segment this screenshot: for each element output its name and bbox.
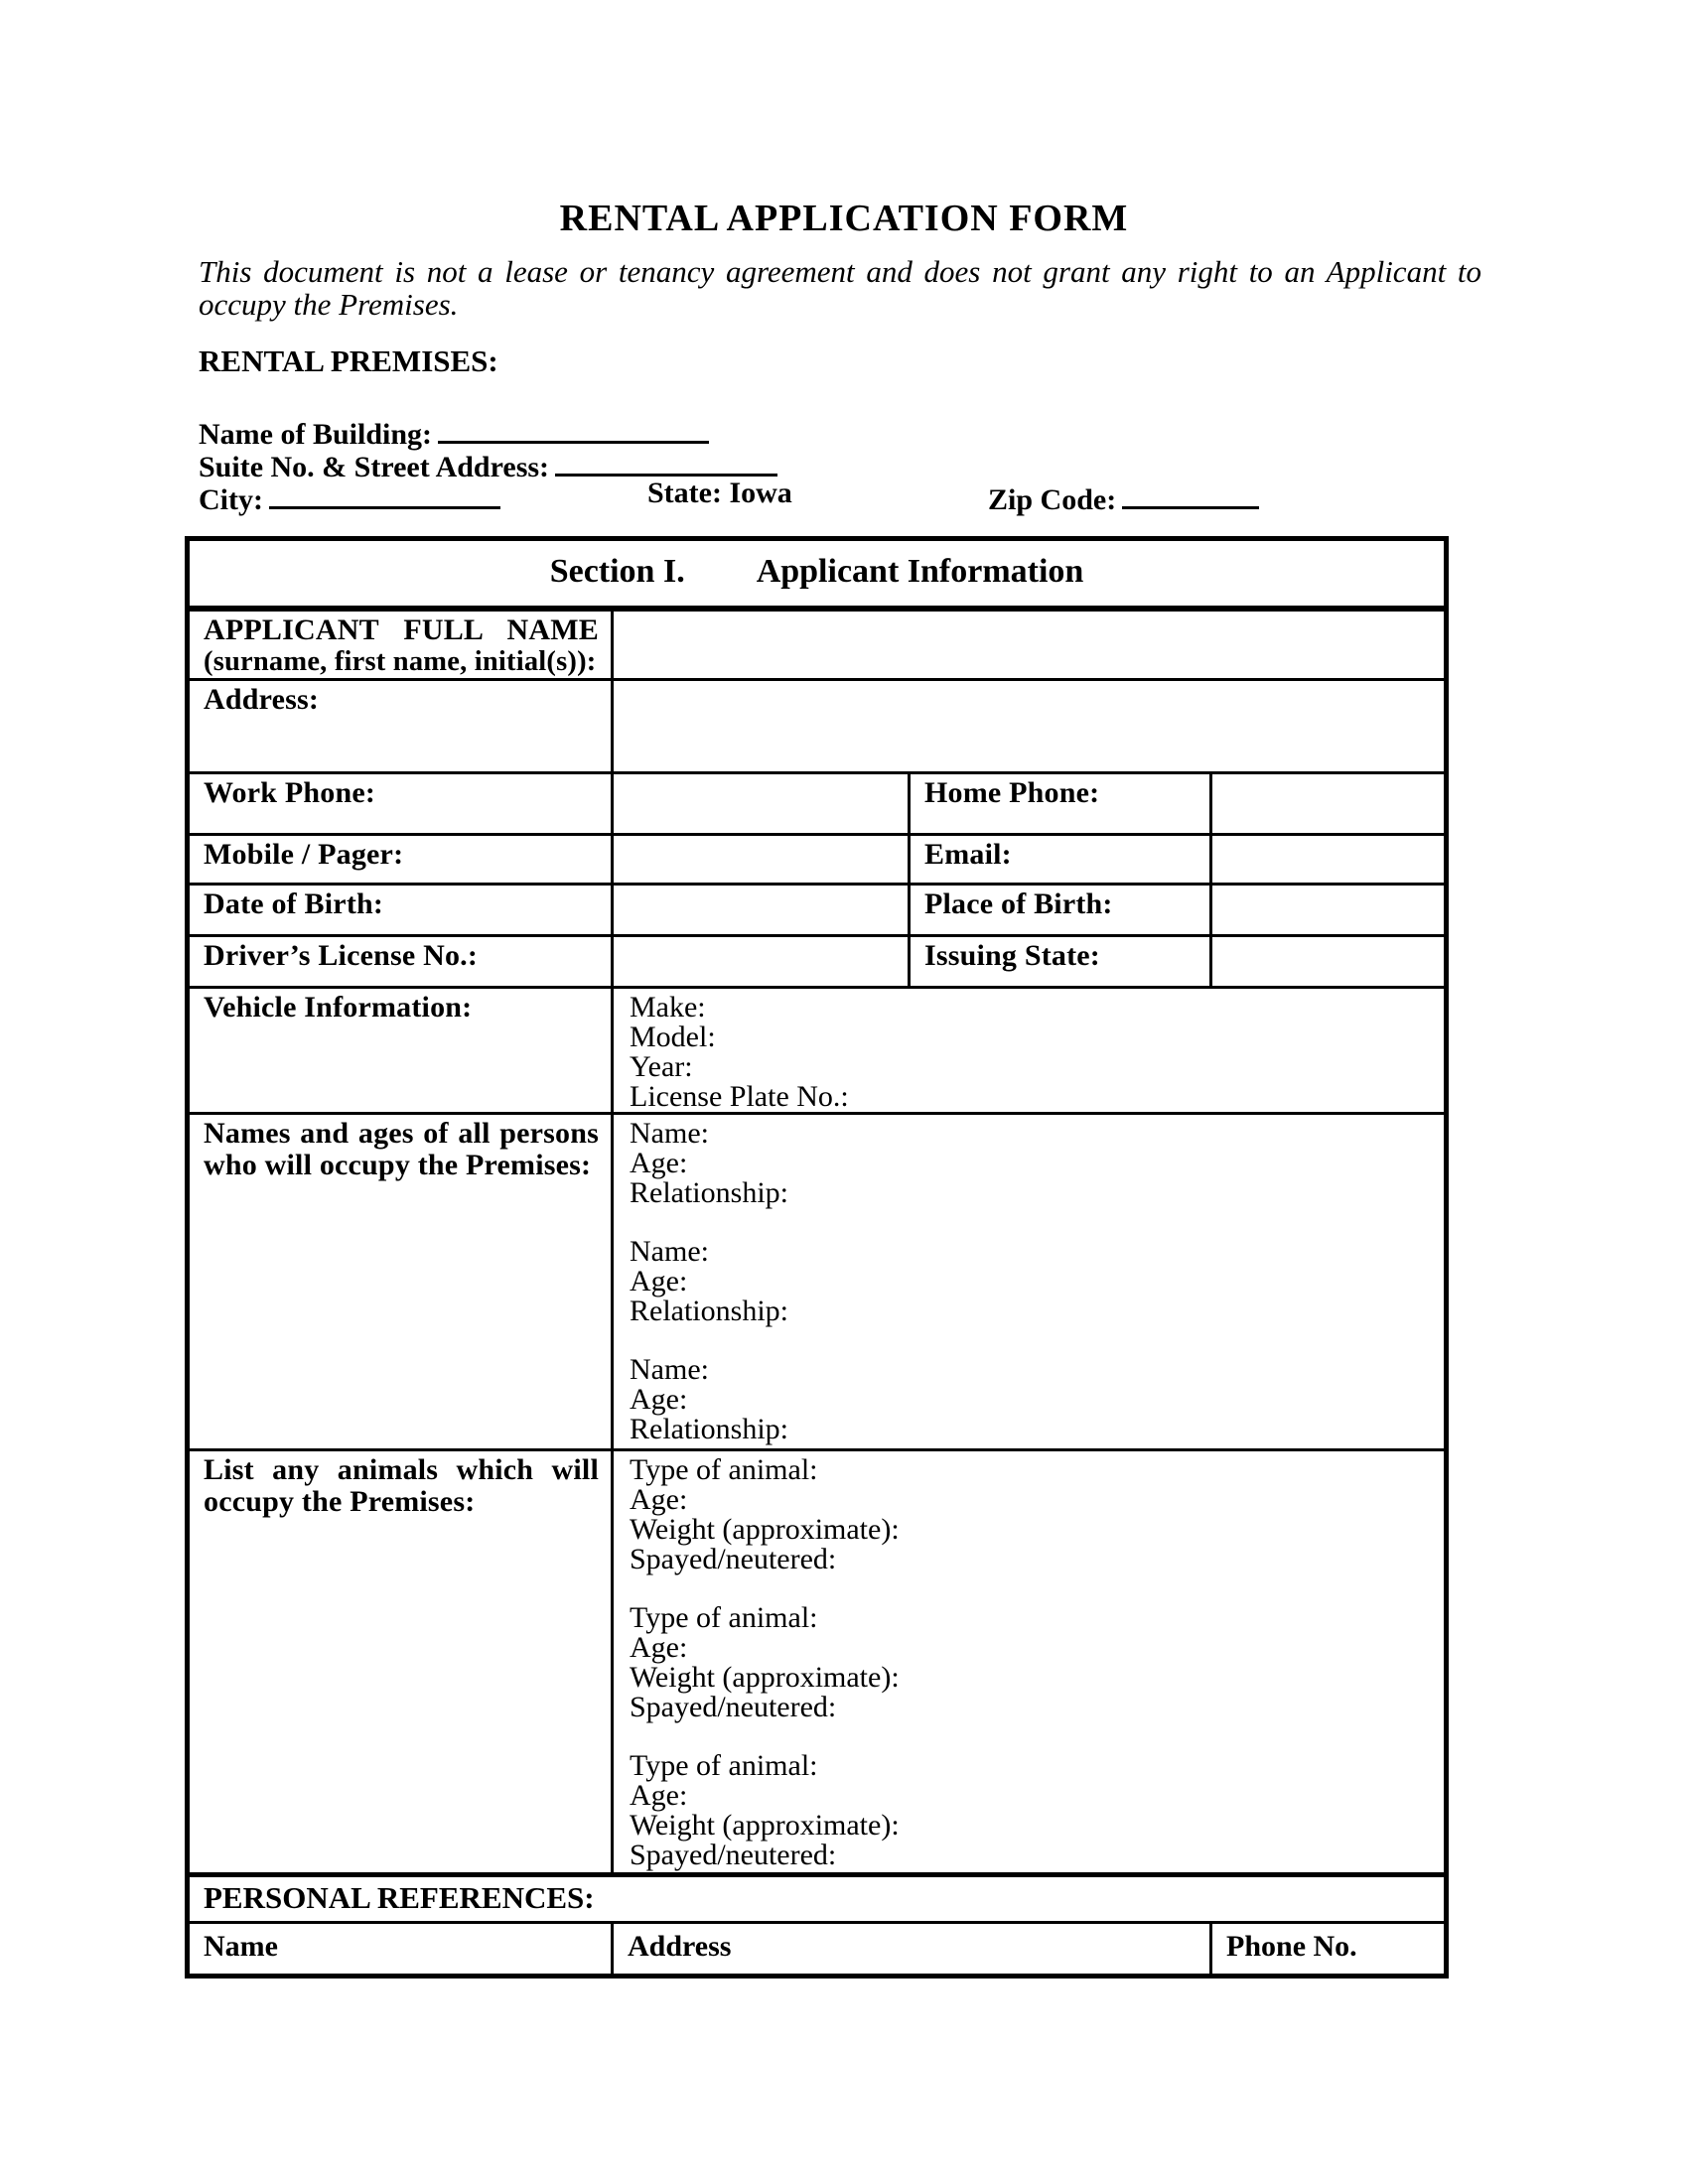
dob-blank-cell: [613, 884, 910, 935]
occupants-label-line1: Names and ages of all persons: [204, 1116, 599, 1150]
row-birth: [188, 884, 1447, 935]
row-address: [188, 679, 1447, 772]
zip-field-blank: [1122, 477, 1259, 509]
date-of-birth-label: Date of Birth:: [204, 887, 384, 920]
applicant-name-label: APPLICANT FULL NAME: [204, 613, 599, 646]
drivers-license-label: Driver’s License No.:: [204, 938, 479, 972]
section-header: [188, 539, 1447, 609]
home-phone-label-cell: [910, 772, 1211, 834]
work-phone-label-cell: [188, 772, 613, 834]
ref-phone-header: Phone No.: [1226, 1929, 1357, 1963]
disclaimer-paragraph: [199, 255, 1481, 321]
row-mobile-email: [188, 834, 1447, 884]
animal-type-label: Type of animal:: [630, 1452, 818, 1486]
occupant-relationship-label: Relationship:: [630, 1175, 788, 1209]
disclaimer-line-2: occupy the Premises.: [199, 287, 459, 322]
rental-premises-heading: RENTAL PREMISES:: [199, 343, 498, 378]
issuing-state-label: Issuing State:: [924, 938, 1100, 972]
row-vehicle: [188, 987, 1447, 1113]
ref-name-header-cell: [188, 1922, 613, 1976]
zip-label: Zip Code:: [988, 483, 1117, 516]
vehicle-plate-label: License Plate No.:: [630, 1079, 849, 1113]
row-section-header: [188, 539, 1447, 609]
pob-label-cell: [910, 884, 1211, 935]
dob-label-cell: [188, 884, 613, 935]
animal-spayed-label: Spayed/neutered:: [630, 1542, 837, 1575]
vehicle-fields-cell: [613, 987, 1447, 1113]
email-blank-cell: [1211, 834, 1447, 884]
applicant-name-label-cell: [188, 609, 613, 680]
zip-field-row: [988, 477, 1259, 517]
row-animals: [188, 1449, 1447, 1874]
animal-type-label: Type of animal:: [630, 1600, 818, 1634]
work-phone-blank-cell: [613, 772, 910, 834]
animal-weight-label: Weight (approximate):: [630, 1808, 900, 1842]
occupant-group-1: [630, 1116, 1434, 1209]
home-phone-blank-cell: [1211, 772, 1447, 834]
row-license: [188, 935, 1447, 987]
issuing-state-blank-cell: [1211, 935, 1447, 987]
building-label: Name of Building:: [199, 418, 433, 451]
animals-fields-cell: [613, 1449, 1447, 1874]
animals-label-line2: occupy the Premises:: [204, 1484, 476, 1518]
occupant-group-3: [630, 1352, 1434, 1445]
street-field-row: [199, 444, 777, 483]
occupant-name-label: Name:: [630, 1234, 709, 1268]
mobile-label-cell: [188, 834, 613, 884]
applicant-name-sublabel: (surname, first name, initial(s)):: [204, 645, 597, 677]
ref-phone-header-cell: [1211, 1922, 1447, 1976]
animals-label-line1: List any animals which will: [204, 1452, 599, 1486]
animal-age-label: Age:: [630, 1778, 688, 1812]
address-label: Address:: [204, 682, 320, 716]
occupant-relationship-label: Relationship:: [630, 1412, 788, 1445]
home-phone-label: Home Phone:: [924, 775, 1100, 809]
city-label: City:: [199, 483, 263, 516]
ref-name-header: Name: [204, 1929, 278, 1963]
animal-weight-label: Weight (approximate):: [630, 1512, 900, 1546]
vehicle-label-cell: [188, 987, 613, 1113]
occupants-label-line2: who will occupy the Premises:: [204, 1148, 592, 1181]
occupant-relationship-label: Relationship:: [630, 1294, 788, 1327]
row-applicant-name: [188, 609, 1447, 680]
building-field-blank: [438, 411, 709, 444]
animal-age-label: Age:: [630, 1630, 688, 1664]
vehicle-year-label: Year:: [630, 1049, 693, 1083]
email-label: Email:: [924, 837, 1012, 871]
city-state-zip-row: [199, 477, 1390, 516]
occupant-name-label: Name:: [630, 1352, 709, 1386]
personal-references-heading-cell: [188, 1874, 1447, 1922]
vehicle-make-label: Make:: [630, 990, 706, 1024]
mobile-blank-cell: [613, 834, 910, 884]
occupant-age-label: Age:: [630, 1264, 688, 1297]
issuing-state-label-cell: [910, 935, 1211, 987]
street-field-blank: [555, 444, 777, 477]
vehicle-model-label: Model:: [630, 1020, 716, 1053]
vehicle-info-label: Vehicle Information:: [204, 990, 473, 1024]
animal-spayed-label: Spayed/neutered:: [630, 1838, 837, 1871]
ref-address-header: Address: [628, 1929, 732, 1963]
section-title: Applicant Information: [756, 553, 1084, 590]
section-number: Section I.: [549, 553, 685, 590]
animal-weight-label: Weight (approximate):: [630, 1660, 900, 1694]
row-phones: [188, 772, 1447, 834]
address-label-cell: [188, 679, 613, 772]
street-label: Suite No. & Street Address:: [199, 451, 550, 483]
row-occupants: [188, 1113, 1447, 1449]
animals-label-cell: [188, 1449, 613, 1874]
animal-group-1: [630, 1452, 1434, 1575]
occupant-age-label: Age:: [630, 1382, 688, 1416]
disclaimer-line-1: This document is not a lease or tenancy agreement and does not grant any right to an Applicant to: [199, 254, 1481, 289]
occupant-age-label: Age:: [630, 1146, 688, 1179]
pob-blank-cell: [1211, 884, 1447, 935]
license-blank-cell: [613, 935, 910, 987]
animal-spayed-label: Spayed/neutered:: [630, 1690, 837, 1723]
row-reference-columns: [188, 1922, 1447, 1976]
personal-references-label: PERSONAL REFERENCES:: [204, 1879, 595, 1915]
animal-group-3: [630, 1748, 1434, 1871]
building-field-row: [199, 411, 709, 451]
ref-address-header-cell: [613, 1922, 1211, 1976]
work-phone-label: Work Phone:: [204, 775, 376, 809]
applicant-information-table: [185, 536, 1449, 1979]
animal-type-label: Type of animal:: [630, 1748, 818, 1782]
occupant-group-2: [630, 1234, 1434, 1327]
address-blank-cell: [613, 679, 1447, 772]
animal-group-2: [630, 1600, 1434, 1723]
row-personal-references: [188, 1874, 1447, 1922]
city-field-blank: [269, 477, 500, 509]
animal-age-label: Age:: [630, 1482, 688, 1516]
page-title: RENTAL APPLICATION FORM: [559, 198, 1129, 239]
occupants-label-cell: [188, 1113, 613, 1449]
state-label: State: Iowa: [647, 477, 792, 509]
mobile-pager-label: Mobile / Pager:: [204, 837, 404, 871]
occupants-fields-cell: [613, 1113, 1447, 1449]
applicant-name-blank-cell: [613, 609, 1447, 680]
license-label-cell: [188, 935, 613, 987]
place-of-birth-label: Place of Birth:: [924, 887, 1113, 920]
email-label-cell: [910, 834, 1211, 884]
occupant-name-label: Name:: [630, 1116, 709, 1150]
